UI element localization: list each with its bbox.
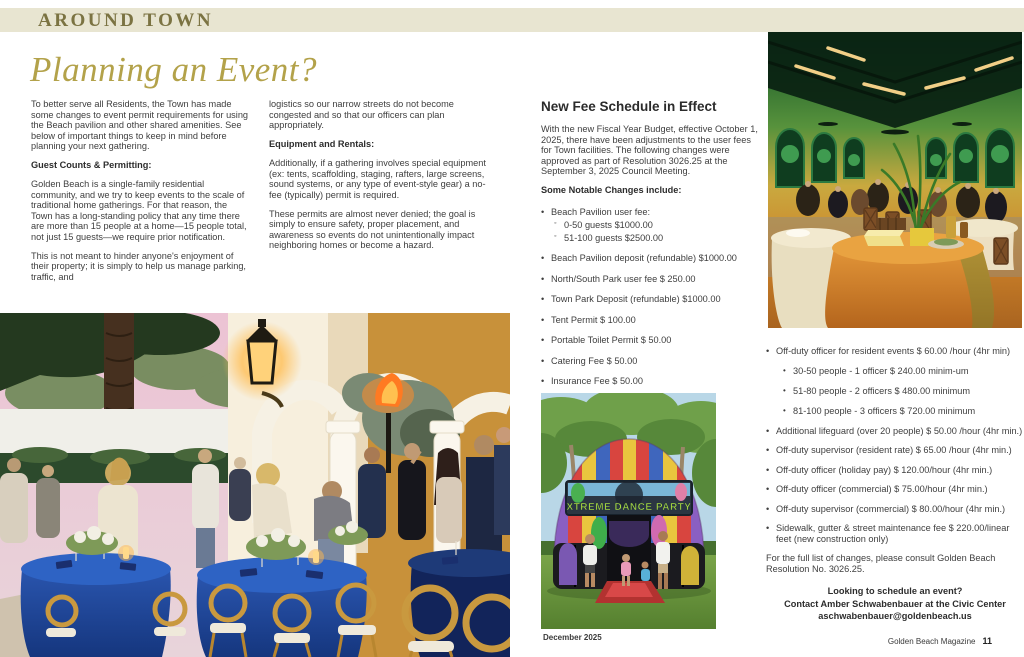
paragraph: Golden Beach is a single-family residential community, and we try to keep events to the scale of traditional home gatherings. For that reason, the Town has a long-standing policy that any time there are more than 15 people at a home—15 people total, not just 15 guests—we require prior notification. xyxy=(31,179,247,242)
paragraph: To better serve all Residents, the Town has made some changes to event permit requirements for using the Beach pavilion and other shared amenities. See below of important things to keep in mind before planning your next gathering. xyxy=(31,99,249,151)
magazine-name: Golden Beach Magazine xyxy=(887,637,976,646)
article-column-2 xyxy=(269,99,493,259)
subheading-equipment-rentals: Equipment and Rentals: xyxy=(269,139,375,149)
fee-item: • Portable Toilet Permit $ 50.00 xyxy=(541,335,759,346)
page-number: 11 xyxy=(982,636,992,646)
fee-item: • Beach Pavilion deposit (refundable) $1000.00 xyxy=(541,253,759,264)
paragraph: These permits are almost never denied; the goal is simply to ensure safety, proper placement, and awareness so events do not unintentionally impact neighboring homes or become a hazard. xyxy=(269,208,476,250)
subheading-guest-counts: Guest Counts & Permitting: xyxy=(31,160,152,170)
fee-item: • Catering Fee $ 50.00 xyxy=(541,356,759,367)
magazine-footer xyxy=(888,636,992,646)
fee-intro: With the new Fiscal Year Budget, effective October 1, 2025, there have been adjustments to the user fees for Town facilities. The following changes were approved as part of Resolution 3026.25 at the September 3, 2025 Council Meeting. xyxy=(541,124,758,176)
banner xyxy=(566,481,692,515)
fee-subheading: Some Notable Changes include: xyxy=(541,185,682,195)
fee-item: • Town Park Deposit (refundable) $1000.00 xyxy=(541,294,759,305)
contact-block xyxy=(766,585,1024,623)
photo-outdoor-party xyxy=(0,313,510,657)
issue-date: December 2025 xyxy=(543,633,602,642)
officer-fee-subitem: • 51-80 people - 2 officers $ 480.00 minimum xyxy=(766,386,1024,397)
paragraph: This is not meant to hinder anyone's enjoyment of their property; it is simply to help us manage parking, traffic, and xyxy=(31,250,246,282)
officer-fees-column xyxy=(766,346,1024,623)
paragraph: Additionally, if a gathering involves special equipment (ex: tents, scaffolding, staging, rafters, large screens, sound systems, or any type of event-style gear) a no-fee (typically) permit is required. xyxy=(269,158,486,200)
photo-pavilion-event xyxy=(768,32,1022,328)
officer-fee-subitem: • 30-50 people - 1 officer $ 240.00 minim-um xyxy=(766,366,1024,377)
banner-text: XTREME DANCE PARTY xyxy=(566,502,692,513)
article-column-1 xyxy=(31,99,250,291)
officer-fee-item: • Off-duty supervisor (commercial) $ 80.00/hour (4hr min.) xyxy=(766,504,1024,515)
photo-bounce-house xyxy=(541,393,716,629)
fee-item: • North/South Park user fee $ 250.00 xyxy=(541,274,759,285)
officer-fee-item: • Additional lifeguard (over 20 people) $ 50.00 /hour (4hr min.) xyxy=(766,426,1024,437)
officer-fee-item: • Sidewalk, gutter & street maintenance fee $ 220.00/linear feet (new construction only) xyxy=(766,523,1024,544)
cta-contact: Contact Amber Schwabenbauer at the Civic Center xyxy=(784,598,1006,609)
full-list-note: For the full list of changes, please consult Golden Beach Resolution No. 3026.25. xyxy=(766,553,996,574)
fee-item: • Beach Pavilion user fee: xyxy=(541,207,759,218)
kicker-band xyxy=(0,8,1024,32)
officer-fee-item: • Off-duty officer (holiday pay) $ 120.00/hour (4hr min.) xyxy=(766,465,1024,476)
officer-fee-item: • Off-duty officer for resident events $ 60.00 /hour (4hr min) xyxy=(766,346,1024,357)
officer-fee-subitem: • 81-100 people - 3 officers $ 720.00 minimum xyxy=(766,406,1024,417)
cta-email: aschwabenbauer@goldenbeach.us xyxy=(818,611,972,621)
fee-subitem: ◦ 51-100 guests $2500.00 xyxy=(541,233,759,244)
cta-question: Looking to schedule an event? xyxy=(827,586,963,596)
officer-fee-item: • Off-duty officer (commercial) $ 75.00/hour (4hr min.) xyxy=(766,484,1024,495)
page-title: Planning an Event? xyxy=(30,50,318,89)
fee-item: • Tent Permit $ 100.00 xyxy=(541,315,759,326)
paragraph: logistics so our narrow streets do not become congested and so that our officers can plan appropriately. xyxy=(269,99,454,130)
fee-subitem: ◦ 0-50 guests $1000.00 xyxy=(541,220,759,231)
woman-long-hair xyxy=(434,448,462,543)
fee-schedule-heading: New Fee Schedule in Effect xyxy=(541,99,717,114)
officer-fee-item: • Off-duty supervisor (resident rate) $ 65.00 /hour (4hr min.) xyxy=(766,445,1024,456)
fee-schedule-column xyxy=(541,99,759,397)
section-kicker: AROUND TOWN xyxy=(38,10,214,31)
fee-item: • Insurance Fee $ 50.00 xyxy=(541,376,759,387)
